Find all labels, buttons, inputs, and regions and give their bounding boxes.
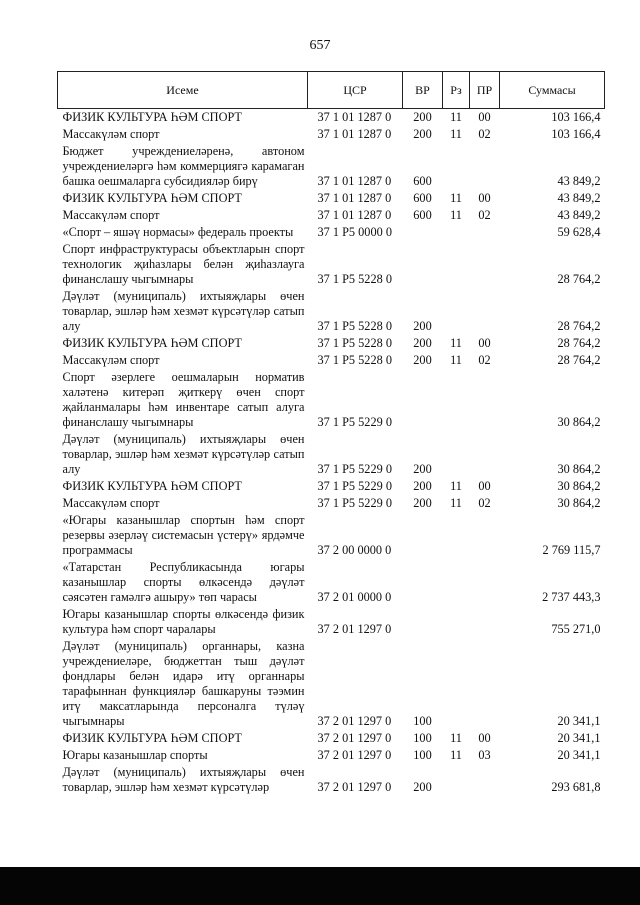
cell-pr — [470, 606, 500, 638]
cell-name: ФИЗИК КУЛЬТУРА ҺӘМ СПОРТ — [62, 731, 242, 745]
cell-sum: 103 166,4 — [551, 127, 601, 141]
budget-table — [57, 71, 605, 796]
header-pr: ПР — [470, 72, 500, 109]
cell-rz — [443, 638, 470, 730]
cell-rz — [443, 241, 470, 288]
cell-csr: 37 1 P5 5229 0 — [317, 462, 392, 476]
table-row — [58, 606, 605, 638]
cell-sum: 28 764,2 — [557, 319, 601, 333]
table-row — [58, 352, 605, 369]
table-row — [58, 224, 605, 241]
table-row — [58, 495, 605, 512]
cell-name: «Спорт – яшәү нормасы» федераль проекты — [62, 225, 294, 239]
scan-bottom-border — [0, 867, 640, 905]
table-body — [58, 109, 605, 797]
table-row — [58, 431, 605, 478]
cell-sum: 43 849,2 — [557, 174, 601, 188]
table-header-row — [58, 72, 605, 109]
cell-name: ФИЗИК КУЛЬТУРА ҺӘМ СПОРТ — [62, 110, 242, 124]
cell-vr: 600 — [413, 208, 432, 222]
cell-vr — [403, 369, 443, 431]
cell-name: Спорт әзерлеге оешмаларын норматив халәтенә китерәп җиткерү өчен спорт җайланмалары һәм инвентаре сатып алуга финанслашу чыгымнары — [62, 370, 305, 429]
cell-vr — [403, 241, 443, 288]
cell-pr — [470, 559, 500, 606]
cell-sum: 2 769 115,7 — [542, 543, 601, 557]
table-row — [58, 288, 605, 335]
cell-pr: 00 — [478, 191, 491, 205]
cell-sum: 2 737 443,3 — [542, 590, 601, 604]
cell-name: Спорт инфраструктурасы объектларын спорт технологик җиһазлары белән җиһазлауга финанслашу чыгымнары — [62, 242, 305, 286]
cell-vr — [403, 224, 443, 241]
cell-name: Дәүләт (муниципаль) ихтыяҗлары өчен товарлар, эшләр һәм хезмәт күрсәтүләр сатып алу — [62, 432, 305, 476]
cell-pr — [470, 143, 500, 190]
cell-csr: 37 1 01 1287 0 — [317, 191, 392, 205]
table-row — [58, 207, 605, 224]
cell-vr: 200 — [413, 353, 432, 367]
cell-csr: 37 2 01 1297 0 — [317, 748, 392, 762]
cell-rz — [443, 224, 470, 241]
cell-vr: 200 — [413, 336, 432, 350]
cell-pr — [470, 288, 500, 335]
cell-name: ФИЗИК КУЛЬТУРА ҺӘМ СПОРТ — [62, 191, 242, 205]
cell-csr: 37 2 01 1297 0 — [317, 714, 392, 728]
table-row — [58, 109, 605, 127]
cell-csr: 37 2 01 1297 0 — [317, 780, 392, 794]
cell-pr: 00 — [478, 336, 491, 350]
cell-rz — [443, 512, 470, 559]
cell-name: Массакүләм спорт — [62, 208, 160, 222]
cell-csr: 37 1 P5 5228 0 — [317, 336, 392, 350]
cell-name: Массакүләм спорт — [62, 127, 160, 141]
cell-rz: 11 — [450, 496, 462, 510]
header-vr: ВР — [403, 72, 443, 109]
cell-sum: 30 864,2 — [557, 496, 601, 510]
header-sum: Суммасы — [500, 72, 605, 109]
cell-sum: 59 628,4 — [557, 225, 601, 239]
cell-rz: 11 — [450, 127, 462, 141]
cell-csr: 37 1 P5 5229 0 — [317, 479, 392, 493]
cell-name: «Югары казанышлар спортын һәм спорт резервы әзерләү системасын үстерү» ярдәмче программасы — [62, 513, 305, 557]
cell-rz: 11 — [450, 191, 462, 205]
cell-rz — [443, 143, 470, 190]
cell-vr: 200 — [413, 319, 432, 333]
cell-rz — [443, 606, 470, 638]
header-csr: ЦСР — [308, 72, 403, 109]
table-row — [58, 730, 605, 747]
cell-vr: 600 — [413, 191, 432, 205]
cell-pr — [470, 224, 500, 241]
page-number: 657 — [309, 38, 331, 53]
header-name: Исеме — [58, 72, 308, 109]
cell-rz: 11 — [450, 353, 462, 367]
cell-csr: 37 1 P5 5228 0 — [317, 272, 392, 286]
table-row — [58, 335, 605, 352]
cell-sum: 293 681,8 — [551, 780, 601, 794]
table-row — [58, 241, 605, 288]
cell-name: Югары казанышлар спорты — [62, 748, 208, 762]
cell-sum: 28 764,2 — [557, 272, 601, 286]
cell-name: Массакүләм спорт — [62, 353, 160, 367]
cell-sum: 30 864,2 — [557, 479, 601, 493]
cell-pr: 02 — [478, 353, 491, 367]
table-row — [58, 126, 605, 143]
cell-pr — [470, 369, 500, 431]
table-row — [58, 559, 605, 606]
cell-pr: 02 — [478, 127, 491, 141]
cell-sum: 30 864,2 — [557, 415, 601, 429]
cell-sum: 28 764,2 — [557, 336, 601, 350]
cell-name: Дәүләт (муниципаль) ихтыяҗлары өчен товарлар, эшләр һәм хезмәт күрсәтүләр сатып алу — [62, 289, 305, 333]
cell-pr — [470, 764, 500, 796]
cell-vr: 200 — [413, 496, 432, 510]
cell-name: Массакүләм спорт — [62, 496, 160, 510]
cell-csr: 37 2 01 1297 0 — [317, 622, 392, 636]
cell-csr: 37 1 P5 5228 0 — [317, 353, 392, 367]
cell-name: Югары казанышлар спорты өлкәсендә физик культура һәм спорт чаралары — [62, 607, 305, 636]
cell-pr: 03 — [478, 748, 491, 762]
cell-pr — [470, 431, 500, 478]
table-row — [58, 143, 605, 190]
cell-csr: 37 1 P5 5229 0 — [317, 496, 392, 510]
cell-vr: 200 — [413, 780, 432, 794]
cell-pr — [470, 241, 500, 288]
cell-vr: 100 — [413, 731, 432, 745]
cell-csr: 37 1 01 1287 0 — [317, 110, 392, 124]
cell-vr — [403, 559, 443, 606]
header-rz: Рз — [443, 72, 470, 109]
cell-csr: 37 1 P5 0000 0 — [317, 225, 392, 239]
cell-sum: 30 864,2 — [557, 462, 601, 476]
cell-rz: 11 — [450, 336, 462, 350]
cell-rz: 11 — [450, 208, 462, 222]
cell-csr: 37 1 P5 5229 0 — [317, 415, 392, 429]
table-row — [58, 512, 605, 559]
cell-vr — [403, 606, 443, 638]
cell-csr: 37 2 00 0000 0 — [317, 543, 392, 557]
cell-csr: 37 1 P5 5228 0 — [317, 319, 392, 333]
cell-rz — [443, 764, 470, 796]
cell-vr: 200 — [413, 479, 432, 493]
cell-csr: 37 2 01 1297 0 — [317, 731, 392, 745]
cell-sum: 103 166,4 — [551, 110, 601, 124]
cell-sum: 20 341,1 — [557, 748, 601, 762]
cell-name: ФИЗИК КУЛЬТУРА ҺӘМ СПОРТ — [62, 336, 242, 350]
table-row — [58, 747, 605, 764]
cell-sum: 43 849,2 — [557, 208, 601, 222]
cell-csr: 37 1 01 1287 0 — [317, 174, 392, 188]
cell-rz — [443, 559, 470, 606]
cell-csr: 37 1 01 1287 0 — [317, 127, 392, 141]
cell-sum: 20 341,1 — [557, 731, 601, 745]
cell-csr: 37 1 01 1287 0 — [317, 208, 392, 222]
cell-name: «Татарстан Республикасында югары казанышлар спорты өлкәсендә дәүләт сәясәтен гамәлгә ашыру» төп чарасы — [62, 560, 305, 604]
table-row — [58, 764, 605, 796]
cell-pr: 02 — [478, 496, 491, 510]
cell-sum: 20 341,1 — [557, 714, 601, 728]
cell-sum: 755 271,0 — [551, 622, 601, 636]
cell-csr: 37 2 01 0000 0 — [317, 590, 392, 604]
cell-vr: 200 — [413, 127, 432, 141]
cell-sum: 43 849,2 — [557, 191, 601, 205]
cell-pr: 00 — [478, 110, 491, 124]
cell-pr: 00 — [478, 731, 491, 745]
cell-vr: 600 — [413, 174, 432, 188]
cell-name: Дәүләт (муниципаль) органнары, казна учреждениеләре, бюджеттан тыш дәүләт фондлары белән идарә итү органнары тарафыннан функцияләр башкаруны тәэмин итү максатларында персоналга түләү чыгымнары — [62, 639, 305, 728]
cell-vr: 100 — [413, 714, 432, 728]
cell-sum: 28 764,2 — [557, 353, 601, 367]
cell-rz: 11 — [450, 731, 462, 745]
table-row — [58, 369, 605, 431]
cell-rz — [443, 288, 470, 335]
cell-name: Дәүләт (муниципаль) ихтыяҗлары өчен товарлар, эшләр һәм хезмәт күрсәтүләр — [62, 765, 305, 794]
table-row — [58, 638, 605, 730]
cell-vr: 100 — [413, 748, 432, 762]
cell-pr: 02 — [478, 208, 491, 222]
cell-name: ФИЗИК КУЛЬТУРА ҺӘМ СПОРТ — [62, 479, 242, 493]
table-row — [58, 190, 605, 207]
cell-vr: 200 — [413, 462, 432, 476]
cell-name: Бюджет учреждениеләренә, автоном учреждениеләргә һәм коммерциягә карамаган башка оешмаларга субсидияләр бирү — [62, 144, 305, 188]
cell-rz: 11 — [450, 748, 462, 762]
cell-rz: 11 — [450, 479, 462, 493]
cell-pr — [470, 512, 500, 559]
cell-rz: 11 — [450, 110, 462, 124]
cell-vr: 200 — [413, 110, 432, 124]
cell-pr — [470, 638, 500, 730]
cell-vr — [403, 512, 443, 559]
table-row — [58, 478, 605, 495]
cell-rz — [443, 369, 470, 431]
cell-pr: 00 — [478, 479, 491, 493]
cell-rz — [443, 431, 470, 478]
